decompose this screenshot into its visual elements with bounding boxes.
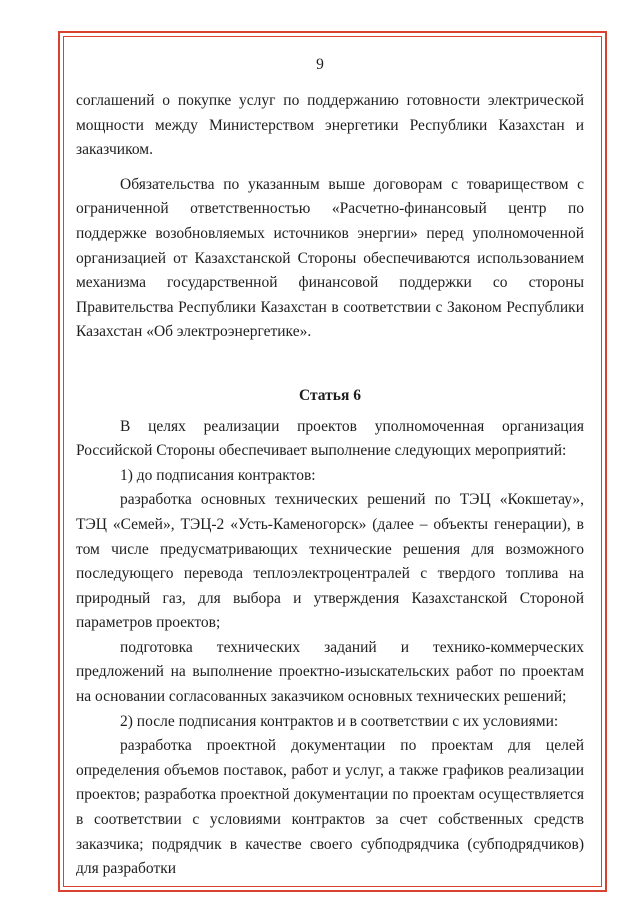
article-paragraph-technical-tasks: подготовка технических заданий и технико-коммерческих предложений на выполнение проектно-изыскательских работ по проектам на основании согласованных заказчиком основных технических решений; xyxy=(76,638,584,706)
article-item-2: 2) после подписания контрактов и в соответствии с их условиями: xyxy=(120,712,559,730)
article-item-1: 1) до подписания контрактов: xyxy=(120,466,316,484)
article-paragraph-technical-solutions: разработка основных технических решений по ТЭЦ «Кокшетау», ТЭЦ «Семей», ТЭЦ-2 «Усть-Каменогорск» (далее – объекты генерации), в том числе предусматривающих технические решения для возможного последующего перевода теплоэлектроцентралей с твердого топлива на природный газ, для выбора и утверждения Казахстанской Стороной параметров проектов; xyxy=(76,491,584,632)
paragraph-continuation: соглашений о покупке услуг по поддержанию готовности электрической мощности между Министерством энергетики Республики Казахстан и заказчиком. xyxy=(76,92,584,159)
document-body xyxy=(76,89,584,882)
article-heading: Статья 6 xyxy=(299,386,361,404)
paragraph-obligations: Обязательства по указанным выше договорам с товариществом с ограниченной ответственностью «Расчетно-финансовый центр по поддержке возобновляемых источников энергии» перед уполномоченной организацией от Казахстанской Стороны обеспечиваются использованием механизма государственной финансовой поддержки со стороны Правительства Республики Казахстан в соответствии с Законом Республики Казахстан «Об электроэнергетике». xyxy=(76,175,584,341)
page-number: 9 xyxy=(316,56,324,73)
article-paragraph-project-documentation: разработка проектной документации по проектам для целей определения объемов поставок, работ и услуг, а также графиков реализации проектов; разработка проектной документации по проектам осуществляется в соответствии с условиями контрактов за счет собственных средств заказчика; подрядчик в качестве своего субподрядчика (субподрядчиков) для разработки xyxy=(76,737,584,878)
article-paragraph-intro: В целях реализации проектов уполномоченная организация Российской Стороны обеспечивает выполнение следующих мероприятий: xyxy=(76,417,584,460)
